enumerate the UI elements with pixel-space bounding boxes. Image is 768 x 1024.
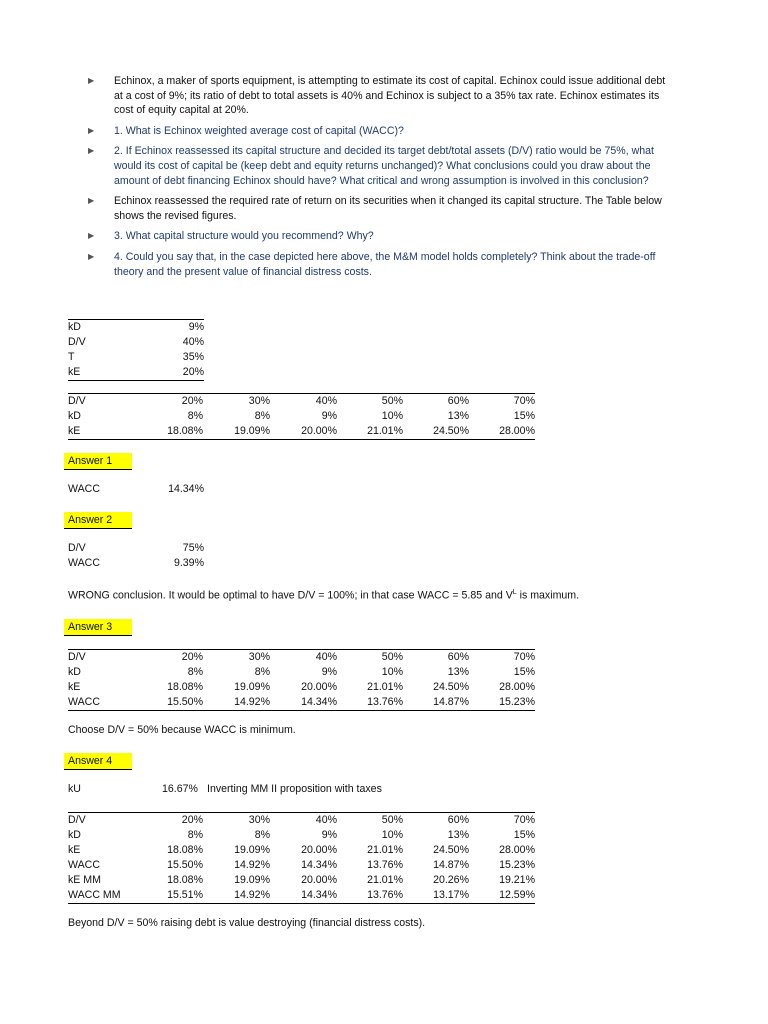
arrow-right-icon: ▶: [88, 76, 95, 85]
row-value: 9%: [130, 320, 204, 336]
table-cell: 13%: [447, 410, 469, 422]
table-cell: 12.59%: [469, 888, 535, 904]
table-row: [68, 350, 204, 365]
table-cell: 20%: [136, 394, 203, 410]
table-cell: 50%: [337, 650, 403, 666]
table-cell: 15.50%: [167, 859, 203, 871]
table-row: [68, 843, 535, 858]
revised-figures-table: [68, 393, 535, 440]
wacc-value: 14.34%: [168, 483, 204, 495]
answer-4-conclusion: Beyond D/V = 50% raising debt is value destroying (financial distress costs).: [68, 917, 426, 929]
table-cell: 28.00%: [469, 424, 535, 440]
table-cell: 20.00%: [270, 424, 337, 440]
bullet-text: 4. Could you say that, in the case depicted here above, the M&M model holds completely? Think about the trade-off theory and the present value of financial distress costs.: [114, 250, 656, 278]
table-cell: 60%: [403, 813, 469, 829]
table-cell: 9%: [321, 666, 337, 678]
row-label: kE MM: [68, 874, 101, 886]
table-row: [68, 409, 535, 424]
answer-3-table: [68, 649, 535, 711]
table-cell: 13%: [447, 666, 469, 678]
table-cell: 13%: [447, 829, 469, 841]
inputs-table: [68, 319, 204, 381]
table-cell: 14.92%: [203, 695, 270, 711]
table-cell: 19.09%: [203, 424, 270, 440]
table-cell: 15.50%: [136, 695, 203, 711]
answer-3-conclusion: Choose D/V = 50% because WACC is minimum.: [68, 724, 296, 736]
table-cell: 8%: [254, 410, 270, 422]
row-label: kD: [68, 666, 81, 678]
wacc-label: WACC: [68, 483, 100, 495]
table-cell: 8%: [254, 666, 270, 678]
table-cell: 21.01%: [367, 874, 403, 886]
table-cell: 60%: [403, 394, 469, 410]
wacc-value: 9.39%: [173, 557, 204, 569]
conclusion-text: WRONG conclusion. It would be optimal to have D/V = 100%; in that case WACC = 5.85 and V: [68, 589, 513, 602]
table-cell: 8%: [254, 829, 270, 841]
answer-2-conclusion: [68, 589, 579, 602]
arrow-right-icon: ▶: [88, 251, 95, 261]
table-row: [68, 365, 204, 381]
bullet-text: 3. What capital structure would you recommend? Why?: [114, 230, 374, 243]
table-cell: 24.50%: [433, 681, 469, 693]
dv-value: 75%: [182, 542, 204, 554]
table-cell: 70%: [469, 394, 535, 410]
answer-1-wacc: [68, 483, 204, 498]
bullet-text: 2. If Echinox reassessed its capital structure and decided its target debt/total assets (D/V) ratio would be 75%, what would its cost of capital be (keep debt and equity returns unchanged)? What conclusions could you draw about the amount of debt financing Echinox should have? What critical and wrong assumption is involved in this conclusion?: [114, 145, 654, 187]
table-row: [68, 813, 535, 829]
conclusion-tail: is maximum.: [516, 589, 580, 602]
answer-2-label: Answer 2: [64, 512, 132, 529]
table-row: [68, 888, 535, 904]
table-cell: 8%: [187, 410, 203, 422]
table-cell: 15.23%: [469, 695, 535, 711]
table-cell: 21.01%: [337, 424, 403, 440]
table-cell: 40%: [270, 394, 337, 410]
row-label: WACC: [68, 859, 100, 871]
row-label: D/V: [68, 650, 136, 666]
table-cell: 8%: [187, 666, 203, 678]
table-row: [68, 873, 535, 888]
table-cell: 13.76%: [337, 695, 403, 711]
bullet-question-4: [88, 250, 668, 279]
row-label: kE: [68, 424, 136, 440]
table-cell: 18.08%: [167, 681, 203, 693]
table-cell: 20%: [136, 650, 203, 666]
answer-2-wacc: [68, 557, 204, 572]
bullet-list: [88, 74, 668, 285]
ku-note: Inverting MM II proposition with taxes: [207, 783, 382, 795]
table-cell: 15.23%: [499, 859, 535, 871]
table-cell: 50%: [337, 813, 403, 829]
table-row: [68, 424, 535, 440]
table-cell: 24.50%: [403, 424, 469, 440]
table-cell: 40%: [270, 813, 337, 829]
table-cell: 19.09%: [234, 681, 270, 693]
table-cell: 20.00%: [301, 681, 337, 693]
table-cell: 15%: [513, 666, 535, 678]
table-row: [68, 695, 535, 711]
table-cell: 19.09%: [234, 874, 270, 886]
table-cell: 28.00%: [499, 681, 535, 693]
row-value: 35%: [182, 351, 204, 363]
bullet-text: 1. What is Echinox weighted average cost of capital (WACC)?: [114, 124, 404, 137]
table-cell: 19.09%: [234, 844, 270, 856]
row-label: kE: [68, 844, 81, 856]
answer-3-label: Answer 3: [64, 619, 132, 636]
bullet-question-3: [88, 229, 668, 244]
table-cell: 30%: [203, 650, 270, 666]
row-label: WACC: [68, 695, 136, 711]
table-cell: 15%: [513, 410, 535, 422]
table-cell: 14.87%: [403, 695, 469, 711]
table-cell: 30%: [203, 394, 270, 410]
wacc-label: WACC: [68, 557, 100, 569]
table-cell: 28.00%: [499, 844, 535, 856]
table-row: [68, 650, 535, 666]
table-cell: 18.08%: [136, 424, 203, 440]
answer-2-dv: [68, 542, 204, 557]
row-label: kD: [68, 320, 130, 336]
table-cell: 14.34%: [301, 859, 337, 871]
answer-4-label: Answer 4: [64, 753, 132, 770]
table-cell: 15.51%: [136, 888, 203, 904]
arrow-right-icon: ▶: [88, 146, 95, 156]
row-label: kE: [68, 365, 130, 381]
table-cell: 15%: [513, 829, 535, 841]
table-cell: 40%: [270, 650, 337, 666]
table-cell: 13.17%: [403, 888, 469, 904]
table-cell: 18.08%: [167, 874, 203, 886]
table-cell: 14.92%: [234, 859, 270, 871]
table-row: [68, 828, 535, 843]
table-row: [68, 665, 535, 680]
row-label: kD: [68, 410, 81, 422]
row-label: T: [68, 351, 75, 363]
table-cell: 14.92%: [203, 888, 270, 904]
table-cell: 20.26%: [433, 874, 469, 886]
bullet-text: Echinox, a maker of sports equipment, is attempting to estimate its cost of capital. Echinox could issue additional debt at a cost of 9%; its ratio of debt to total assets is 40% and Echinox is subject to a 35% tax rate. Echinox estimates its cost of equity capital at 20%.: [114, 75, 666, 117]
table-row: [68, 320, 204, 336]
table-row: [68, 394, 535, 410]
table-row: [68, 680, 535, 695]
table-cell: 20%: [136, 813, 203, 829]
table-row: [68, 335, 204, 350]
table-cell: 20.00%: [301, 844, 337, 856]
row-label: D/V: [68, 394, 136, 410]
table-cell: 18.08%: [167, 844, 203, 856]
table-cell: 8%: [187, 829, 203, 841]
bullet-question-1: [88, 124, 668, 139]
table-cell: 21.01%: [367, 844, 403, 856]
table-cell: 21.01%: [367, 681, 403, 693]
ku-label: kU: [68, 783, 81, 795]
table-cell: 24.50%: [433, 844, 469, 856]
table-row: [68, 858, 535, 873]
row-label: WACC MM: [68, 888, 136, 904]
row-value: 40%: [182, 336, 204, 348]
table-cell: 9%: [321, 410, 337, 422]
answer-4-table: [68, 812, 535, 904]
bullet-text: Echinox reassessed the required rate of return on its securities when it changed its capital structure. The Table below shows the revised figures.: [114, 195, 662, 222]
table-cell: 19.21%: [499, 874, 535, 886]
table-cell: 14.87%: [433, 859, 469, 871]
table-cell: 10%: [381, 829, 403, 841]
table-cell: 10%: [381, 666, 403, 678]
table-cell: 13.76%: [367, 859, 403, 871]
table-cell: 13.76%: [337, 888, 403, 904]
arrow-right-icon: ▶: [88, 196, 95, 206]
table-cell: 60%: [403, 650, 469, 666]
bullet-question-2: [88, 144, 668, 188]
answer-1-label: Answer 1: [64, 453, 132, 470]
table-cell: 50%: [337, 394, 403, 410]
row-label: D/V: [68, 336, 86, 348]
ku-value: 16.67%: [162, 783, 198, 795]
row-label: kE: [68, 681, 81, 693]
dv-label: D/V: [68, 542, 86, 554]
row-label: D/V: [68, 813, 136, 829]
superscript-l: L: [512, 589, 517, 596]
table-cell: 20.00%: [301, 874, 337, 886]
row-label: kD: [68, 829, 81, 841]
table-cell: 9%: [321, 829, 337, 841]
table-cell: 14.34%: [270, 695, 337, 711]
row-value: 20%: [130, 365, 204, 381]
arrow-right-icon: ▶: [88, 125, 95, 135]
table-cell: 14.34%: [270, 888, 337, 904]
table-cell: 10%: [381, 410, 403, 422]
arrow-right-icon: ▶: [88, 231, 95, 241]
table-cell: 70%: [469, 813, 535, 829]
bullet-revised: [88, 194, 668, 223]
table-cell: 30%: [203, 813, 270, 829]
table-cell: 70%: [469, 650, 535, 666]
bullet-intro: [88, 74, 668, 118]
